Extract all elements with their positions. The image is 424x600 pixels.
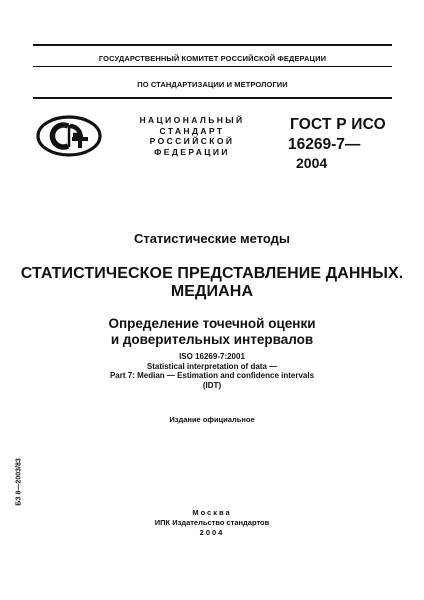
official-edition-label: Издание официальное <box>169 415 255 424</box>
national-standard-line: РОССИЙСКОЙ <box>149 136 235 146</box>
equivalence-mark: (IDT) <box>202 380 222 390</box>
standard-year: 2004 <box>296 155 328 171</box>
catalog-code <box>13 452 25 512</box>
national-standard-label <box>128 115 256 157</box>
committee-heading: ГОСУДАРСТВЕННЫЙ КОМИТЕТ РОССИЙСКОЙ ФЕДЕРАЦИИ <box>98 54 327 63</box>
imprint-year: 2004 <box>199 528 225 537</box>
standard-designation: ГОСТ Р ИСО <box>290 116 386 133</box>
national-standard-line: НАЦИОНАЛЬНЫЙ <box>139 115 245 125</box>
original-standard-reference <box>0 352 424 390</box>
standard-number: 16269-7— <box>288 136 361 153</box>
division-heading: ПО СТАНДАРТИЗАЦИИ И МЕТРОЛОГИИ <box>137 80 288 89</box>
document-subtitle-line: и доверительных интервалов <box>110 332 314 347</box>
document-title-line: МЕДИАНА <box>170 283 254 300</box>
rst-gost-emblem-icon <box>36 115 102 157</box>
english-title-line: Statistical interpretation of data — <box>146 361 278 371</box>
document-title <box>0 265 424 301</box>
catalog-code-text: БЗ 8—2003/83 <box>15 458 23 506</box>
document-title-line: СТАТИСТИЧЕСКОЕ ПРЕДСТАВЛЕНИЕ ДАННЫХ. <box>20 265 404 282</box>
header-divider <box>33 66 392 67</box>
imprint <box>0 508 424 538</box>
document-subtitle-line: Определение точечной оценки <box>108 316 316 331</box>
iso-code: ISO 16269-7:2001 <box>179 352 245 361</box>
national-standard-line: СТАНДАРТ <box>159 125 225 136</box>
top-rule <box>33 44 392 46</box>
header-bottom-rule <box>33 97 392 99</box>
imprint-city: Москва <box>192 508 232 517</box>
series-title: Статистические методы <box>133 231 291 246</box>
imprint-publisher: ИПК Издательство стандартов <box>154 518 270 527</box>
english-title-line: Part 7: Median — Estimation and confidence intervals <box>109 371 315 380</box>
document-subtitle <box>0 316 424 348</box>
national-standard-line: ФЕДЕРАЦИИ <box>154 146 230 157</box>
